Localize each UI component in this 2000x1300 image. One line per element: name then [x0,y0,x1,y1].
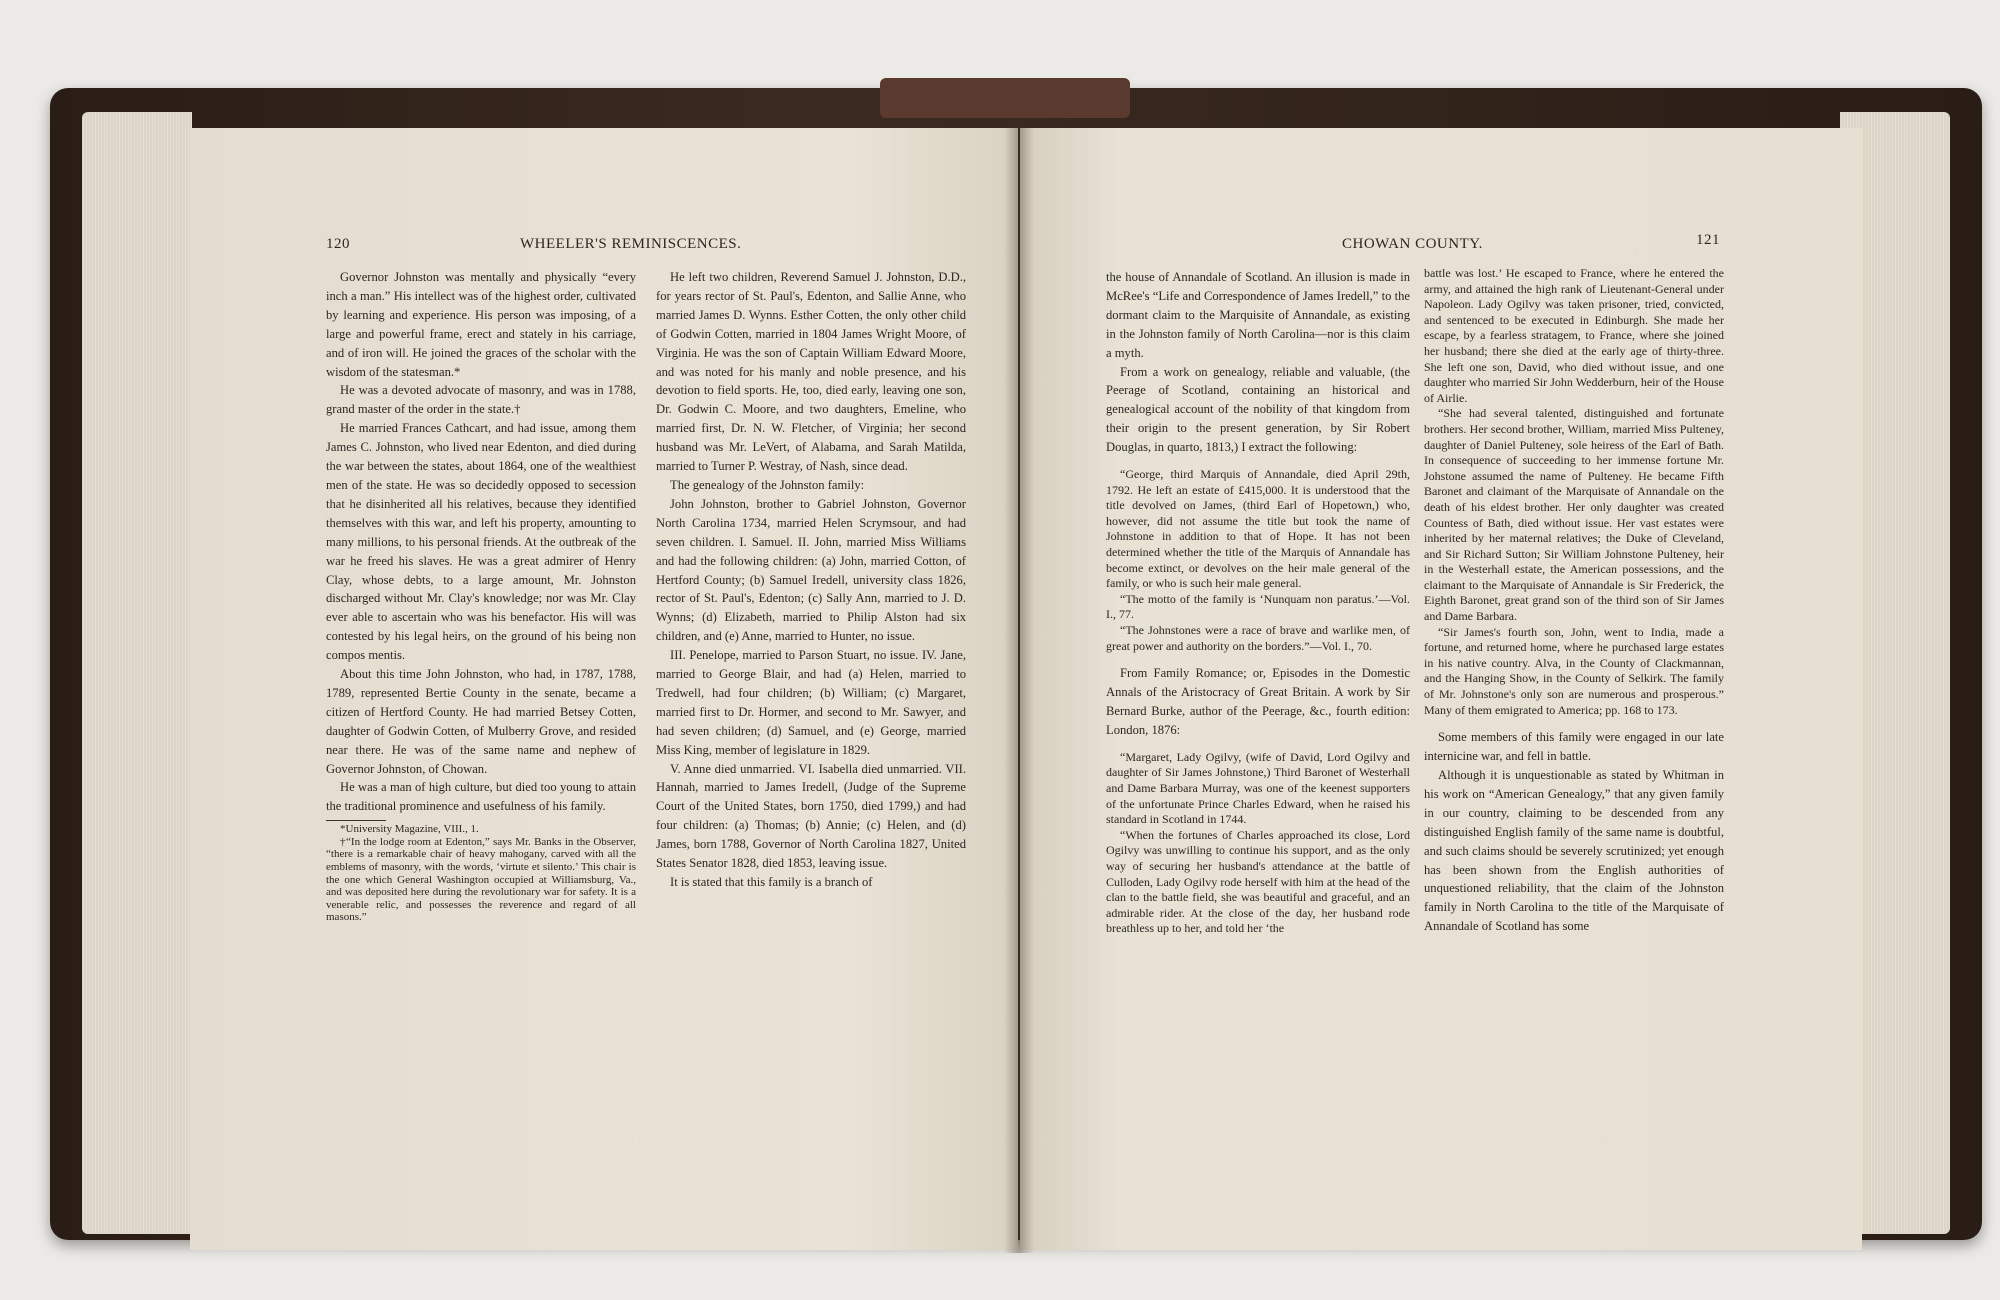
paragraph: He left two children, Reverend Samuel J. Johnston, D.D., for years rector of St. Paul's, Edenton, and Sallie Anne, who married James D. Wynns. Esther Cotten, the only other child of Godwin Cotten, married in 1804 James Wright Moore, of Virginia. He was the son of Captain William Edward Moore, and was noted for his manly and noble presence, and his devotion to field sports. He, too, died early, leaving one son, Dr. Godwin C. Moore, and two daughters, Emeline, who married first, Dr. N. W. Fletcher, of Virginia; her second husband was Mr. LeVert, of Alabama, and Sarah Matilda, married to Turner P. Westray, of Nash, since dead. [656,270,966,474]
left-page-edges [82,112,192,1234]
paragraph: About this time John Johnston, who had, in 1787, 1788, 1789, represented Bertie County in the senate, became a citizen of Hertford County. He had married Betsey Cotten, daughter of Godwin Cotten, of Mulberry Grove, and resided near there. He was of the same name and nephew of Governor Johnston, of Chowan. [326,667,636,776]
book-spine [880,78,1130,118]
book-gutter [1004,118,1034,1253]
right-column-2 [1424,266,1724,936]
left-column-2 [656,268,966,892]
paragraph: It is stated that this family is a branch of [670,875,873,889]
paragraph: The genealogy of the Johnston family: [670,477,865,492]
paragraph: Governor Johnston was mentally and physically “every inch a man.” His intellect was of the highest order, cultivated by learning and experience. His person was imposing, of a large and powerful frame, erect and stately in his carriage, and of iron will. He joined the graces of the scholar with the wisdom of the statesman.* [326,270,636,379]
paragraph: From a work on genealogy, reliable and valuable, (the Peerage of Scotland, containing an historical and genealogical account of the nobility of that kingdom from their origin to the present generation, by Sir Robert Douglas, in quarto, 1813,) I extract the following: [1106,364,1410,455]
quote-paragraph: “She had several talented, distinguished and fortunate brothers. Her second brother, William, married Miss Pulteney, daughter of Daniel Pulteney, sole heiress of the Earl of Bath. In consequence of succeeding to her immense fortune Mr. Johstone assumed the name of Pulteney. He became Fifth Baronet and claimant of the Marquisate of Annandale on the death of his eldest brother. Her only daughter was created Countess of Bath, died without issue. Her vast estates were inherited by her maternal relatives; the Duke of Cleveland, and Sir Richard Sutton; Sir William Johnstone Pulteney, heir in the Westerhall estate, the American possessions, and the claimant to the Marquisate of Annandale is Sir Frederick, the Eighth Baronet, great grand son of the third son of Sir James and Dame Barbara. [1424,406,1724,624]
paragraph: Although it is unquestionable as stated by Whitman in his work on “American Genealogy,” that any given family in our country, claiming to be descended from any distinguished English family of the same name is doubtful, and such claims should be severely scrutinized; yet enough has been shown from the English authorities of unquestioned reliability, that the claim of the Johnston family in North Carolina to the title of the Marquisate of Annandale of Scotland has some [1424,768,1724,934]
page-number: 121 [1696,232,1720,248]
quote-paragraph: “The motto of the family is ‘Nunquam non paratus.’—Vol. I., 77. [1106,591,1410,622]
right-page [1020,128,1862,1250]
running-head: CHOWAN COUNTY. [1342,236,1483,252]
paragraph: John Johnston, brother to Gabriel Johnston, Governor North Carolina 1734, married Helen Scrymsour, and had seven children. I. Samuel. II. John, married Miss Williams and had the following children: (a) John, married Cotton, of Hertford County; (b) Samuel Iredell, university class 1826, rector of St. Paul's, Edenton; (c) Sally Ann, married to J. D. Wynns; (d) Elizabeth, married to Philip Alston had six children, and (e) Anne, married to Hunter, no issue. [656,496,966,644]
quote-paragraph: “Sir James's fourth son, John, went to India, made a fortune, and returned home, where he purchased large estates in his native country. Alva, in the County of Clackmannan, and the Hanging Show, in the County of Selkirk. The family of Mr. Johnstone's only son are numerous and prosperous.” Many of them emigrated to America; pp. 168 to 173. [1424,624,1724,717]
left-column-1 [326,268,636,924]
page-number: 120 [326,236,350,252]
quote-paragraph: “George, third Marquis of Annandale, died April 29th, 1792. He left an estate of £415,000. It is understood that the title devolved on James, (third Earl of Hopetown,) who, however, did not assume the title but took the name of Johnstone in addition to that of Hope. It has not been determined whether the title of the Marquis of Annandale has become extinct, or devolves on the heir male general of the family, or who is such heir male general. [1106,467,1410,591]
quote-paragraph: “The Johnstones were a race of brave and warlike men, of great power and authority on the borders.”—Vol. I., 70. [1106,623,1410,653]
quote-paragraph: “When the fortunes of Charles approached its close, Lord Ogilvy was unwilling to continue his support, and as the only way of securing her husband's attendance at the battle of Culloden, Lady Ogilvy rode herself with him at the head of the clan to the battle field, she was beautiful and graceful, and an admirable rider. At the close of the day, her husband rode breathless up to her, and told her ‘the [1106,827,1410,936]
paragraph: III. Penelope, married to Parson Stuart, no issue. IV. Jane, married to George Blair, and had (a) Helen, married to Tredwell, had four children; (b) William; (c) Margaret, married first to Dr. Hormer, and second to Mr. Sawyer, and had seven children; (d) Samuel, and (e) George, married Miss King, member of legislature in 1829. [656,648,966,757]
left-page [190,128,1018,1250]
paragraph: Some members of this family were engaged in our late internicine war, and fell in battle. [1424,730,1724,764]
paragraph: V. Anne died unmarried. VI. Isabella died unmarried. VII. Hannah, married to James Iredell, (Judge of the Supreme Court of the United States, born 1750, died 1799,) and had four children: (a) Thomas; (b) Annie; (c) Helen, and (d) James, born 1788, Governor of North Carolina 1827, United States Senator 1828, died 1853, leaving issue. [656,761,966,871]
footnote: †“In the lodge room at Edenton,” says Mr. Banks in the Observer, “there is a remarkable chair of heavy mahogany, carved with all the emblems of masonry, with the words, ‘virtute et silento.’ This chair is the one which General Washington occupied at Williamsburg, Va., and was deposited here during the revolutionary war for safety. It is a venerable relic, and possesses the reverence and regard of all masons.” [326,835,636,924]
quote-paragraph: battle was lost.’ He escaped to France, where he entered the army, and attained the high rank of Lieutenant-General under Napoleon. Lady Ogilvy was taken prisoner, tried, convicted, and sentenced to be executed in Edinburgh. She made her escape, by a fearless stratagem, to France, where she joined her husband; there she died at the early age of thirty-three. She left one son, David, who died without issue, and one daughter who married Sir John Wedderburn, heir of the House of Airlie. [1424,266,1724,405]
paragraph: He married Frances Cathcart, and had issue, among them James C. Johnston, who lived near Edenton, and died during the war between the states, about 1864, one of the wealthiest men of the state. He was so decidedly opposed to secession that he disinherited all his relatives, because they identified themselves with this war, and left his property, amounting to many millions, to his personal friends. At the outbreak of the war he freed his slaves. He was a great admirer of Henry Clay, whose debts, to a large amount, Mr. Johnston discharged without Mr. Clay's knowledge; nor was Mr. Clay ever able to ascertain who was his benefactor. His will was contested by his legal heirs, on the ground of his being non compos mentis. [326,421,636,663]
footnote-rule [326,820,386,821]
running-head: WHEELER'S REMINISCENCES. [520,236,742,252]
paragraph: He was a devoted advocate of masonry, and was in 1788, grand master of the order in the state.† [326,383,636,417]
paragraph: the house of Annandale of Scotland. An illusion is made in McRee's “Life and Correspondence of James Iredell,” to the dormant claim to the Marquisite of Annandale, as existing in the Johnston family of North Carolina—nor is this claim a myth. [1106,270,1410,360]
paragraph: From Family Romance; or, Episodes in the Domestic Annals of the Aristocracy of Great Britain. A work by Sir Bernard Burke, author of the Peerage, &c., fourth edition: London, 1876: [1106,666,1410,737]
right-column-1 [1106,268,1410,937]
quote-paragraph: “Margaret, Lady Ogilvy, (wife of David, Lord Ogilvy and daughter of Sir James Johnstone,) Third Baronet of Westerhall and Dame Barbara Murray, was one of the keenest supporters of the unfortunate Prince Charles Edward, when he raised his standard in Scotland in 1744. [1106,749,1410,827]
paragraph: He was a man of high culture, but died too young to attain the traditional prominence and usefulness of his family. [326,780,636,814]
footnote: *University Magazine, VIII., 1. [340,823,479,836]
